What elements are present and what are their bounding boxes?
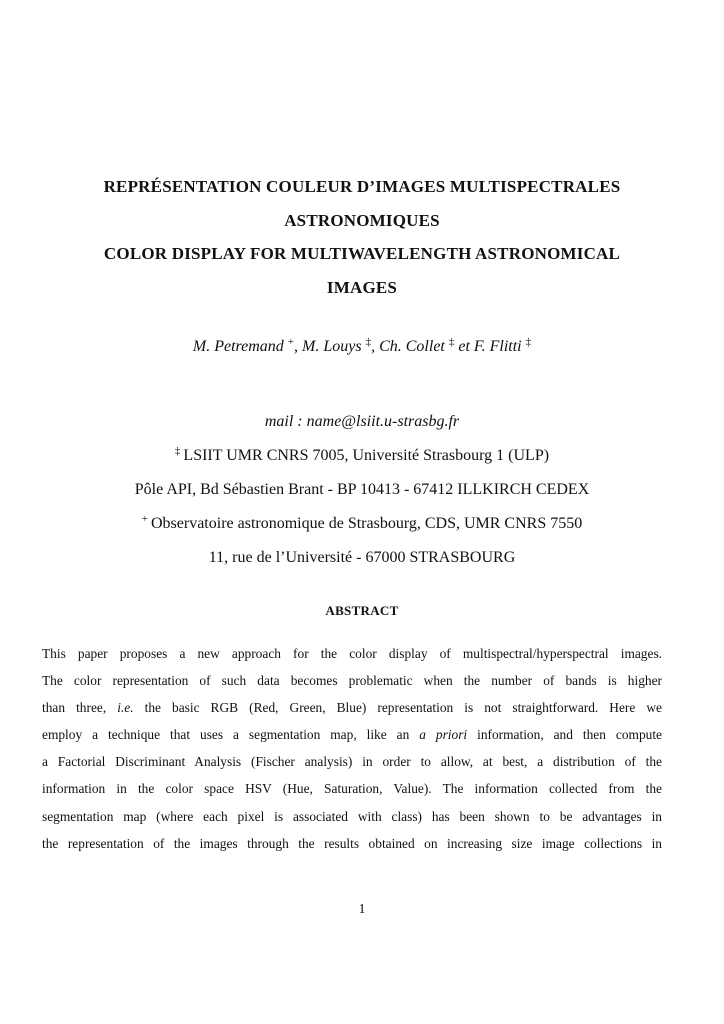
affiliation-mark: ‡: [365, 336, 372, 348]
affiliation-mark: +: [287, 336, 295, 348]
paper-title: [40, 170, 684, 304]
title-line-4: IMAGES: [326, 277, 398, 297]
abstract-line: a Factorial Discriminant Analysis (Fischer analysis) in order to allow, at best, a distribution of the: [42, 754, 662, 770]
abstract-emphasis: a priori: [419, 727, 468, 743]
affiliation-mark: ‡: [448, 336, 455, 348]
affiliation-mark: +: [141, 513, 148, 525]
author-name: et F. Flitti: [458, 338, 522, 355]
affiliation-2-line-2: 11, rue de l’Université - 67000 STRASBOURG: [208, 549, 516, 566]
contact-email: mail : name@lsiit.u-strasbg.fr: [264, 413, 460, 430]
abstract-line: The color representation of such data becomes problematic when the number of bands is higher: [42, 673, 662, 689]
abstract-line: [42, 725, 662, 752]
page-number: 1: [358, 902, 366, 917]
abstract-text-run: the basic RGB (Red, Green, Blue) representation is not straightforward. Here we: [144, 700, 662, 716]
abstract-emphasis: i.e.: [117, 700, 134, 716]
abstract-line: This paper proposes a new approach for the color display of multispectral/hyperspectral images.: [42, 646, 662, 661]
abstract-line: information in the color space HSV (Hue, Saturation, Value). The information collected from the: [42, 781, 662, 797]
abstract-line: the representation of the images through the results obtained on increasing size image collections in: [42, 835, 662, 851]
author-name: M. Petremand: [192, 338, 284, 355]
title-line-1: REPRÉSENTATION COULEUR D’IMAGES MULTISPECTRALES: [103, 177, 621, 196]
title-line-3: COLOR DISPLAY FOR MULTIWAVELENGTH ASTRONOMICAL: [103, 244, 621, 263]
abstract-heading: ABSTRACT: [325, 603, 399, 618]
affiliation-1-line-2: Pôle API, Bd Sébastien Brant - BP 10413 - 67412 ILLKIRCH CEDEX: [134, 481, 590, 498]
abstract-text: [42, 644, 662, 861]
affiliation-1-line-1: [40, 439, 684, 473]
affiliation-text: LSIIT UMR CNRS 7005, Université Strasbourg 1 (ULP): [183, 447, 550, 464]
affiliation-2-line-1: [40, 507, 684, 541]
author-list: [40, 338, 684, 356]
affiliation-mark: ‡: [174, 445, 181, 457]
abstract-text-run: employ a technique that uses a segmentation map, like an: [42, 727, 410, 743]
author-name: , Ch. Collet: [371, 338, 445, 355]
abstract-text-run: information, and then compute: [477, 727, 662, 743]
affiliations: [40, 405, 684, 575]
abstract-line: [42, 698, 662, 725]
title-line-2: ASTRONOMIQUES: [284, 210, 440, 230]
affiliation-mark: ‡: [525, 336, 532, 348]
abstract-line: segmentation map (where each pixel is associated with class) has been shown to be advantages in: [42, 808, 662, 824]
abstract-text-run: than three,: [42, 700, 107, 716]
affiliation-text: Observatoire astronomique de Strasbourg, CDS, UMR CNRS 7550: [150, 515, 583, 532]
author-name: , M. Louys: [294, 338, 362, 355]
